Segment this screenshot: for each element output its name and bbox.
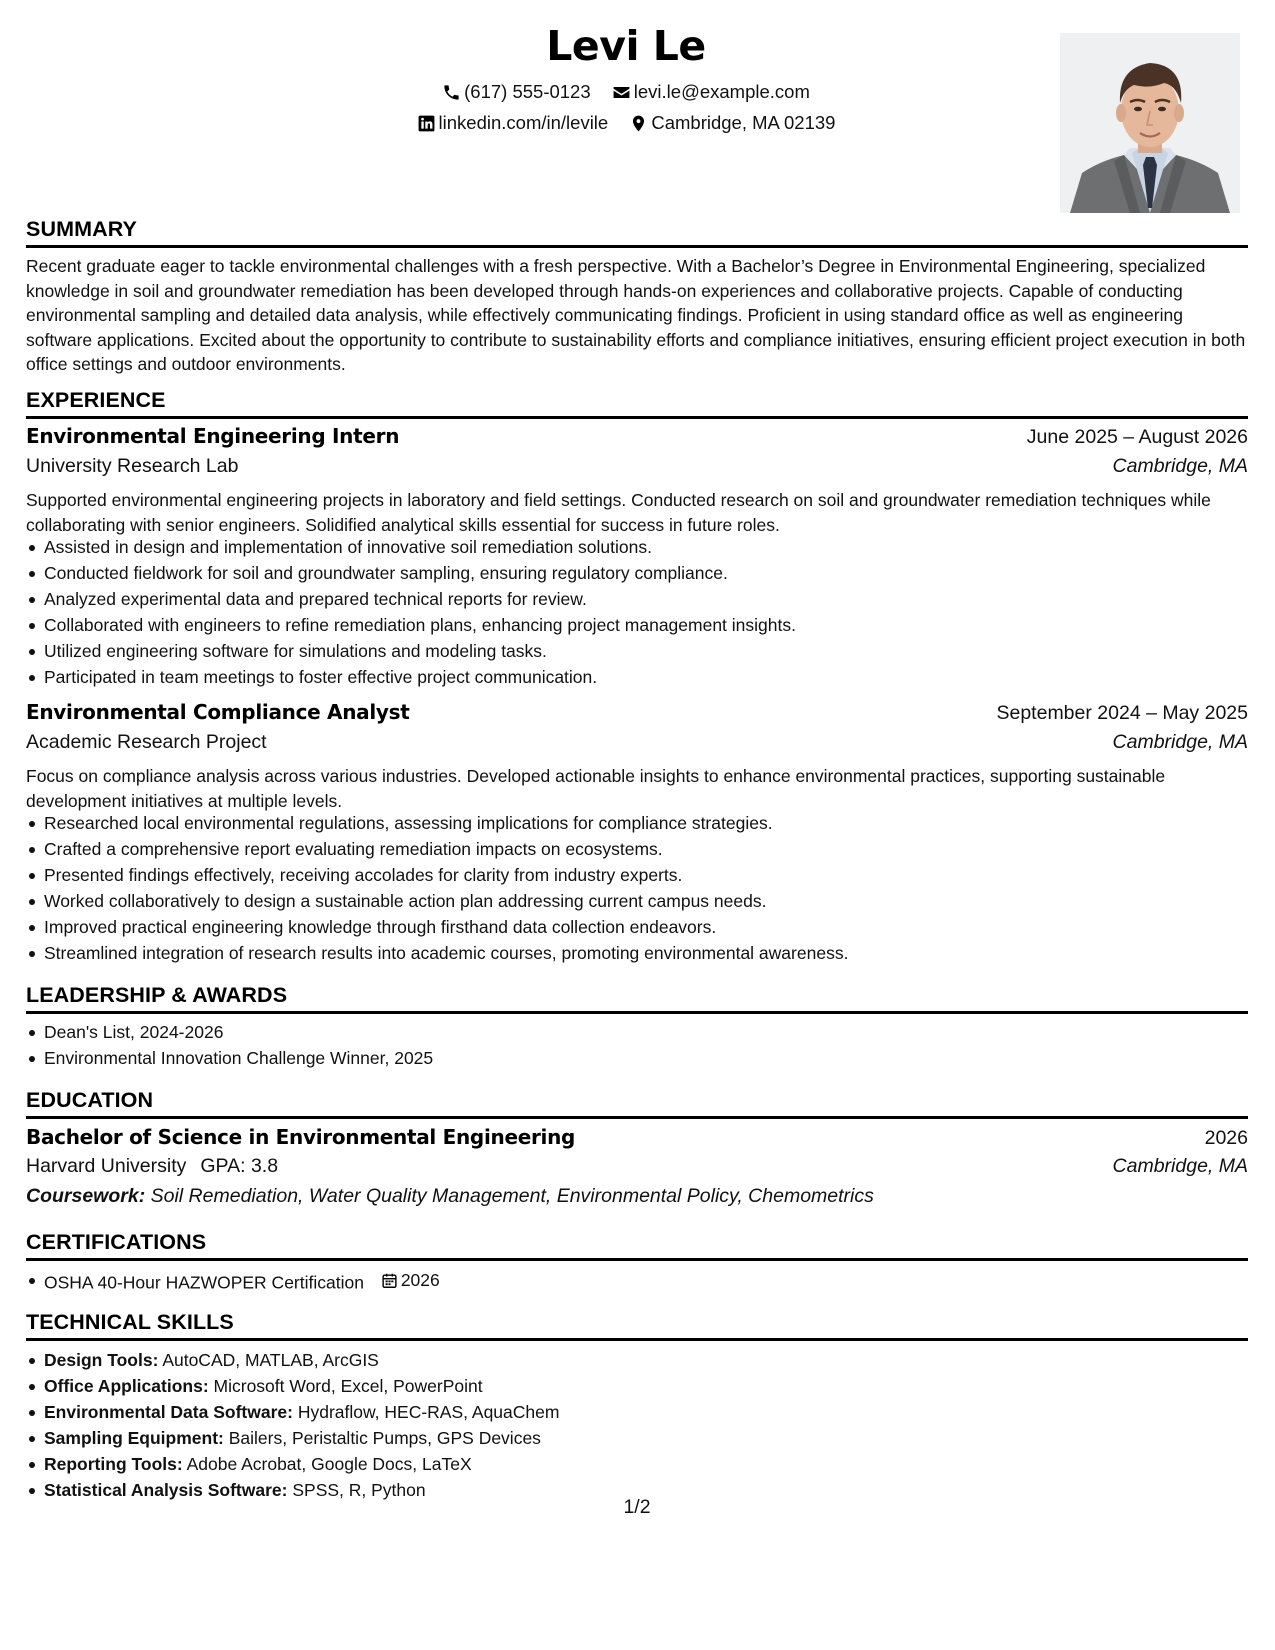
- summary-heading: SUMMARY: [26, 216, 1248, 248]
- skill-category: Statistical Analysis Software:: [44, 1480, 288, 1500]
- list-item: Streamlined integration of research results into academic courses, promoting environmental awareness.: [26, 940, 1248, 966]
- skill-category: Environmental Data Software:: [44, 1402, 293, 1422]
- job-1-org: University Research Lab: [26, 455, 239, 477]
- job-2-org: Academic Research Project: [26, 731, 267, 753]
- skill-category: Reporting Tools:: [44, 1454, 183, 1474]
- certifications-list: [26, 1267, 1248, 1293]
- certification-date: [381, 1267, 440, 1293]
- linkedin-contact[interactable]: [417, 112, 609, 134]
- resume-page: [26, 0, 1248, 1650]
- map-pin-icon: [629, 114, 648, 133]
- job-2-header: [26, 700, 1248, 725]
- location-contact: [629, 112, 835, 134]
- list-item: Analyzed experimental data and prepared technical reports for review.: [26, 586, 1248, 612]
- school-info: [26, 1155, 278, 1178]
- skill-category: Office Applications:: [44, 1376, 209, 1396]
- contact-row-primary: [26, 81, 1226, 107]
- list-item: Researched local environmental regulations, assessing implications for compliance strategies.: [26, 810, 1248, 836]
- skill-values: AutoCAD, MATLAB, ArcGIS: [162, 1350, 379, 1370]
- profile-photo: [1060, 33, 1240, 213]
- phone-icon: [442, 83, 461, 102]
- list-item: Dean's List, 2024-2026: [26, 1019, 1248, 1045]
- email-contact[interactable]: [612, 81, 810, 103]
- skill-values: Microsoft Word, Excel, PowerPoint: [213, 1376, 483, 1396]
- job-1-title: Environmental Engineering Intern: [26, 424, 400, 448]
- job-1-dates: June 2025 – August 2026: [1026, 426, 1248, 448]
- phone-contact[interactable]: [442, 81, 591, 103]
- skill-category: Sampling Equipment:: [44, 1428, 224, 1448]
- graduation-year: 2026: [1204, 1127, 1248, 1149]
- gpa: GPA: 3.8: [200, 1155, 279, 1177]
- list-item: Conducted fieldwork for soil and groundwater sampling, ensuring regulatory compliance.: [26, 560, 1248, 586]
- job-2-subheader: [26, 731, 1248, 754]
- list-item: [26, 1347, 1248, 1373]
- job-2-location: Cambridge, MA: [1112, 731, 1248, 753]
- skill-category: Design Tools:: [44, 1350, 159, 1370]
- coursework-label: Coursework:: [26, 1185, 146, 1207]
- list-item: [26, 1267, 1248, 1293]
- experience-heading: EXPERIENCE: [26, 387, 1248, 419]
- envelope-icon: [612, 83, 631, 102]
- education-subheader: [26, 1155, 1248, 1178]
- list-item: Presented findings effectively, receiving accolades for clarity from industry experts.: [26, 862, 1248, 888]
- list-item: Utilized engineering software for simulations and modeling tasks.: [26, 638, 1248, 664]
- list-item: Environmental Innovation Challenge Winner, 2025: [26, 1045, 1248, 1071]
- education-header: [26, 1125, 1248, 1150]
- candidate-name: Levi Le: [546, 22, 706, 70]
- list-item: [26, 1373, 1248, 1399]
- job-1-location: Cambridge, MA: [1112, 455, 1248, 477]
- certification-year: 2026: [400, 1270, 440, 1290]
- skills-heading: TECHNICAL SKILLS: [26, 1309, 1248, 1341]
- list-item: Worked collaboratively to design a sustainable action plan addressing current campus needs.: [26, 888, 1248, 914]
- list-item: [26, 1399, 1248, 1425]
- list-item: Collaborated with engineers to refine remediation plans, enhancing project management insights.: [26, 612, 1248, 638]
- skill-values: SPSS, R, Python: [292, 1480, 426, 1500]
- linkedin-icon: [417, 114, 436, 133]
- contact-row-secondary: [26, 112, 1226, 138]
- certifications-heading: CERTIFICATIONS: [26, 1229, 1248, 1261]
- list-item: Improved practical engineering knowledge through firsthand data collection endeavors.: [26, 914, 1248, 940]
- leadership-heading: LEADERSHIP & AWARDS: [26, 982, 1248, 1014]
- job-2-description: Focus on compliance analysis across various industries. Developed actionable insights to enhance environmental practices, supporting sustainable development initiatives at multiple levels.: [26, 766, 1166, 811]
- list-item: Participated in team meetings to foster effective project communication.: [26, 664, 1248, 690]
- certification-name: OSHA 40-Hour HAZWOPER Certification: [44, 1272, 364, 1293]
- linkedin-url: linkedin.com/in/levile: [438, 112, 609, 133]
- job-2-bullets: [26, 810, 1248, 966]
- list-item: [26, 1451, 1248, 1477]
- coursework: [26, 1185, 874, 1208]
- job-1-description: Supported environmental engineering projects in laboratory and field settings. Conducted research on soil and groundwater remediation techniques while collaborating with senior engineers. Solidified analytical skills essential for success in future roles.: [26, 490, 1211, 535]
- phone-number: (617) 555-0123: [464, 81, 591, 102]
- school-name: Harvard University: [26, 1155, 187, 1177]
- leadership-list: [26, 1019, 1248, 1071]
- job-1-bullets: [26, 534, 1248, 690]
- list-item: Crafted a comprehensive report evaluating remediation impacts on ecosystems.: [26, 836, 1248, 862]
- job-2-dates: September 2024 – May 2025: [996, 702, 1248, 724]
- coursework-list: Soil Remediation, Water Quality Management, Environmental Policy, Chemometrics: [150, 1185, 874, 1207]
- school-location: Cambridge, MA: [1112, 1155, 1248, 1177]
- skill-values: Bailers, Peristaltic Pumps, GPS Devices: [228, 1428, 541, 1448]
- job-1-subheader: [26, 455, 1248, 478]
- skill-values: Adobe Acrobat, Google Docs, LaTeX: [186, 1454, 472, 1474]
- location-text: Cambridge, MA 02139: [651, 112, 836, 133]
- job-1-header: [26, 424, 1248, 449]
- degree-title: Bachelor of Science in Environmental Engineering: [26, 1125, 576, 1149]
- calendar-icon: [381, 1272, 398, 1289]
- education-heading: EDUCATION: [26, 1087, 1248, 1119]
- email-address: levi.le@example.com: [633, 81, 810, 102]
- skills-list: [26, 1347, 1248, 1503]
- page-number: 1/2: [623, 1496, 651, 1518]
- list-item: [26, 1425, 1248, 1451]
- summary-text: Recent graduate eager to tackle environmental challenges with a fresh perspective. With a Bachelor’s Degree in Environmental Engineering, specialized knowledge in soil and groundwater remediation has been developed through hands-on experiences and collaborative projects. Capable of conducting environmental sampling and detailed data analysis, while effectively communicating findings. Proficient in using standard office as well as engineering software applications. Excited about the opportunity to contribute to sustainability efforts and compliance initiatives, ensuring efficient project execution in both office settings and outdoor environments.: [26, 256, 1246, 374]
- resume-header: [26, 0, 1248, 215]
- skill-values: Hydraflow, HEC-RAS, AquaChem: [297, 1402, 560, 1422]
- list-item: Assisted in design and implementation of innovative soil remediation solutions.: [26, 534, 1248, 560]
- job-2-title: Environmental Compliance Analyst: [26, 700, 410, 724]
